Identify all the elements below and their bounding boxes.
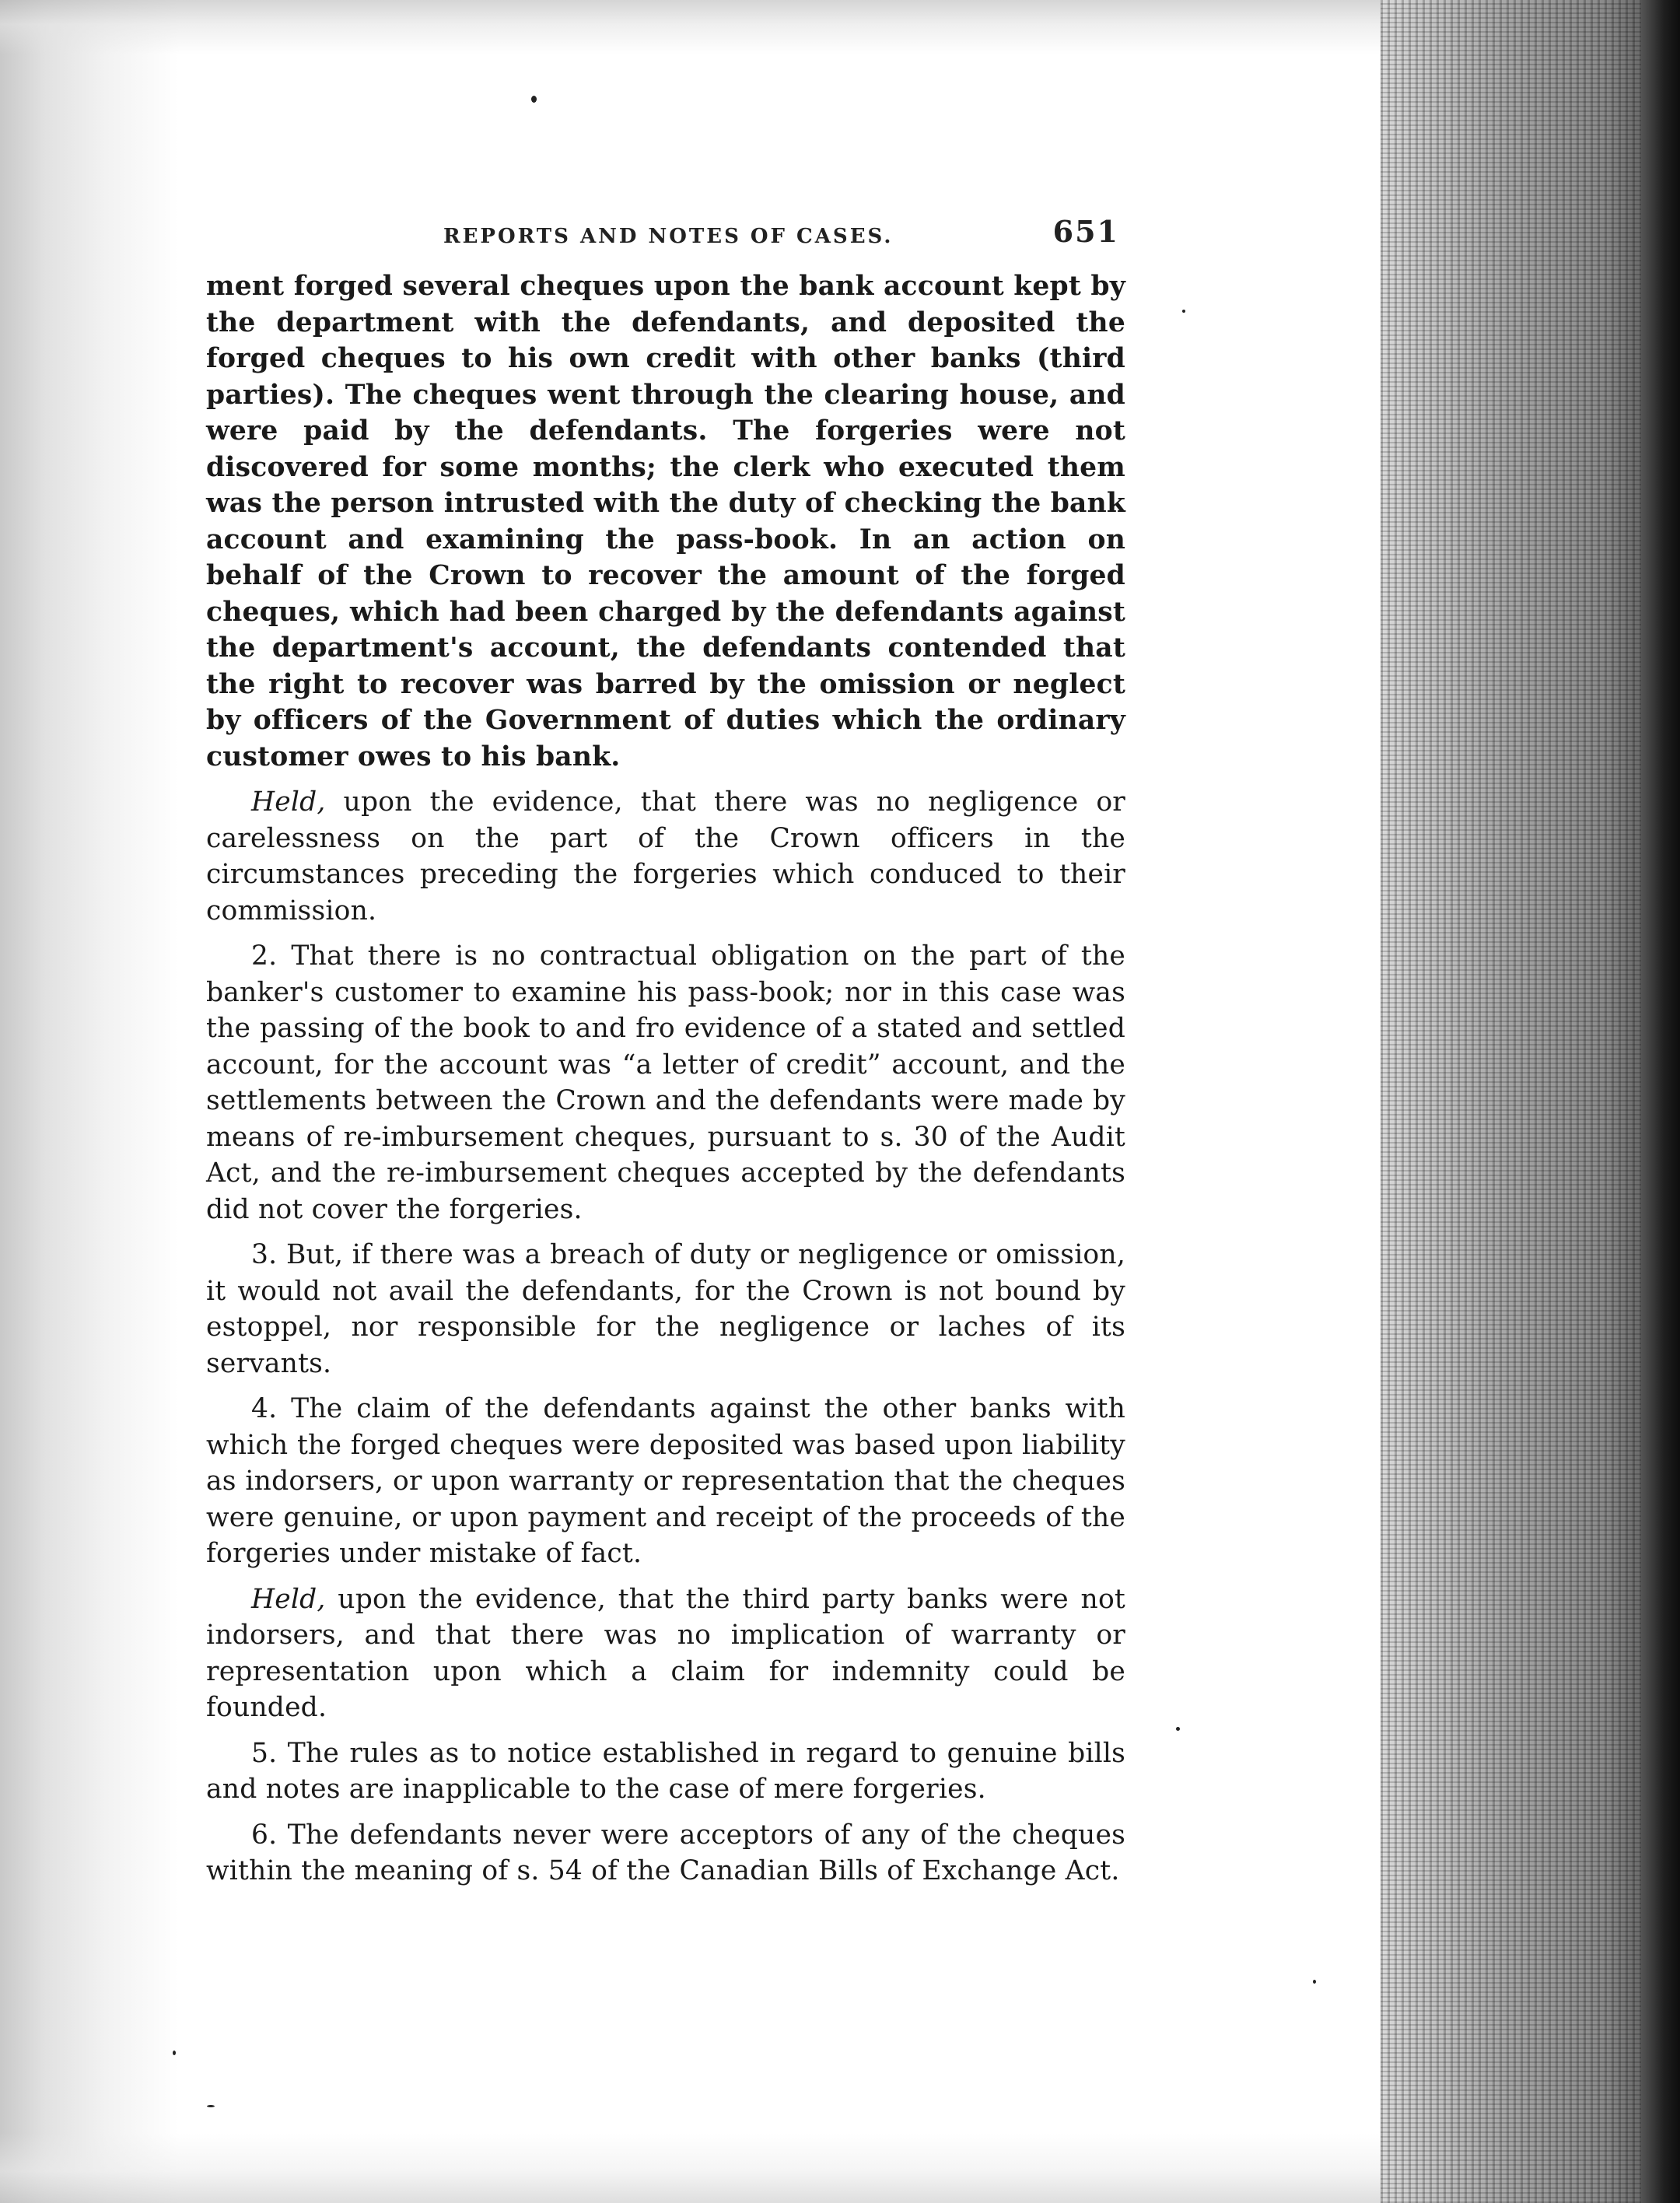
- holding-item: 2. That there is no contractual obligation on the part of the banker's customer to examine his pass-book; nor in this case was the passing of the book to and fro evidence of a stated and settled account, for the account was “a letter of credit” account, and the settlements between the Crown and the defendants were made by means of re-imbursement cheques, pursuant to s. 30 of the Audit Act, and the re-imbursement cheques accepted by the defendants did not cover the forgeries.: [206, 940, 1125, 1225]
- scan-shadow-top: [0, 0, 1384, 54]
- held-paragraph: [206, 784, 1125, 929]
- scan-speck: [1313, 1980, 1316, 1984]
- headnote-text: ment forged several cheques upon the bank account kept by the department with the defendants, and deposited the forged cheques to his own credit with other banks (third parties). The cheques went through the clearing house, and were paid by the defendants. The forgeries were not discovered for some months; the clerk who executed them was the person intrusted with the duty of checking the bank account and examining the pass-book. In an action on behalf of the Crown to recover the amount of the forged cheques, which had been charged by the defendants against the department's account, the defendants contended that the right to recover was barred by the omission or neglect by officers of the Government of duties which the ordinary customer owes to his bank.: [206, 271, 1125, 772]
- scan-speck: [207, 2105, 215, 2107]
- scan-speck: [1182, 310, 1185, 313]
- holding-item: 3. But, if there was a breach of duty or negligence or omission, it would not avail the defendants, for the Crown is not bound by estoppel, nor responsible for the negligence or laches of its servants.: [206, 1239, 1125, 1379]
- scan-speck: [531, 96, 537, 103]
- held-text: upon the evidence, that the third party banks were not indorsers, and that there was no implication of warranty or representation upon which a claim for indemnity could be founded.: [206, 1583, 1125, 1723]
- holding-item: 5. The rules as to notice established in regard to genuine bills and notes are inapplicable to the case of mere forgeries.: [206, 1737, 1125, 1805]
- scan-shadow-left: [0, 0, 179, 2203]
- page-number: 651: [1052, 214, 1119, 249]
- holding-item: 4. The claim of the defendants against the other banks with which the forged cheques were deposited was based upon liability as indorsers, or upon warranty or representation that the cheques were genuine, or upon payment and receipt of the proceeds of the forgeries under mistake of fact.: [206, 1393, 1125, 1569]
- held-label: Held,: [251, 786, 326, 818]
- scan-speck: [173, 2051, 176, 2055]
- running-head-title: REPORTS AND NOTES OF CASES.: [443, 225, 894, 248]
- running-head: [206, 214, 1125, 261]
- scan-noise-right-margin: [1381, 0, 1680, 2203]
- held-paragraph: [206, 1581, 1125, 1726]
- book-page: [206, 214, 1125, 1890]
- scan-dark-edge: [1641, 0, 1680, 2203]
- page-body: [206, 268, 1125, 1890]
- held-label: Held,: [251, 1583, 326, 1615]
- headnote-continuation: [206, 268, 1125, 775]
- holding-item: 6. The defendants never were acceptors of any of the cheques within the meaning of s. 54 of the Canadian Bills of Exchange Act.: [206, 1819, 1125, 1886]
- scan-speck: [1176, 1727, 1180, 1731]
- held-text: upon the evidence, that there was no negligence or carelessness on the part of the Crown officers in the circumstances preceding the forgeries which conduced to their commission.: [206, 786, 1125, 926]
- scan-shadow-bottom: [0, 2133, 1384, 2203]
